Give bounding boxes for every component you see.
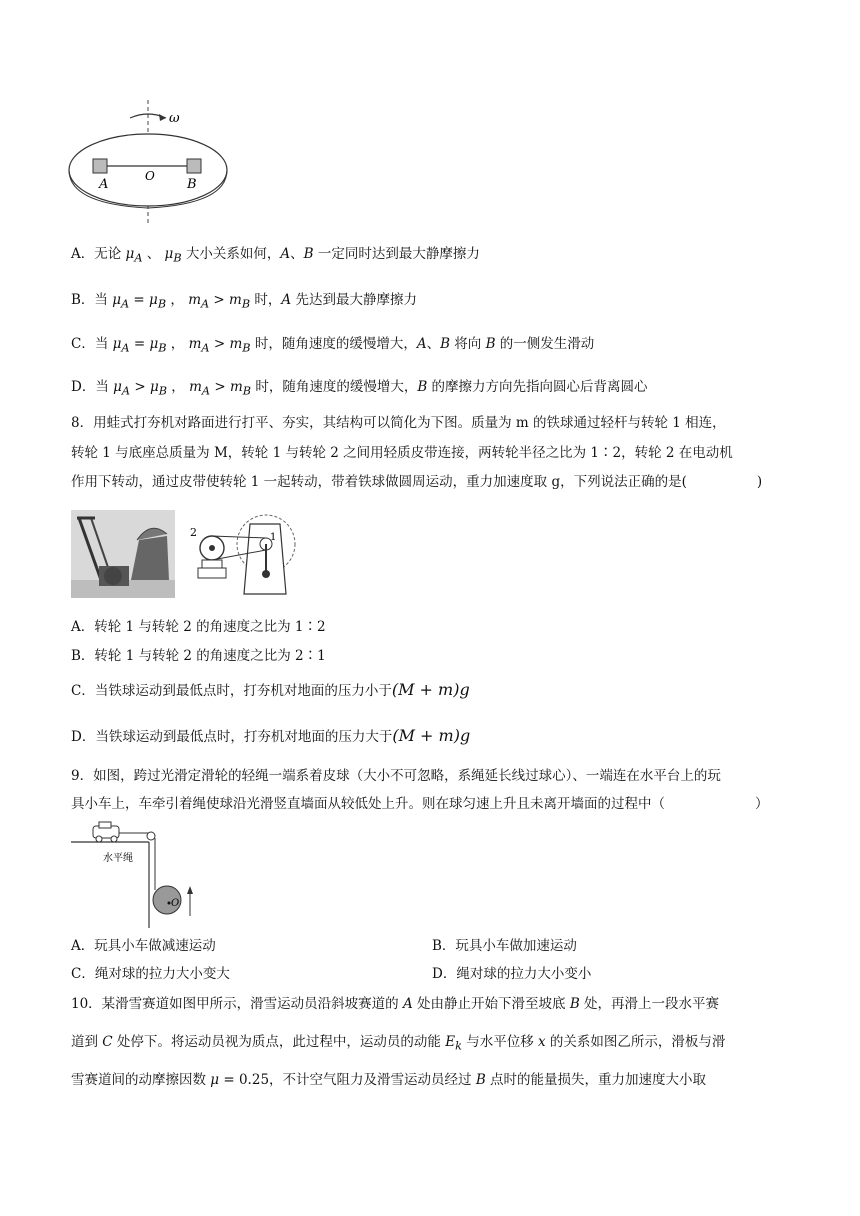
q8-option-b: B．转轮 1 与转轮 2 的角速度之比为 2∶1 bbox=[71, 648, 326, 664]
q10-stem-line2: 道到 C 处停下。将运动员视为质点，此过程中，运动员的动能 $E_k$ 与水平位移 x 的关系如图乙所示，滑板与滑 bbox=[71, 1034, 726, 1053]
q8-stem-line2: 转轮 1 与底座总质量为 M，转轮 1 与转轮 2 之间用轻质皮带连接，两转轮半径之比为 1∶2，转轮 2 在电动机 bbox=[71, 445, 733, 461]
label-a: A bbox=[99, 177, 109, 192]
wheel1-label: 1 bbox=[270, 532, 277, 543]
rope-label: 水平绳 bbox=[103, 853, 133, 864]
q9-stem-close: ） bbox=[755, 796, 769, 812]
q9-option-c: C．绳对球的拉力大小变大 bbox=[71, 966, 230, 982]
omega-label: ω bbox=[169, 111, 180, 126]
label-b: B bbox=[187, 177, 197, 192]
rotating-disc-figure bbox=[66, 100, 238, 226]
q9-option-d: D．绳对球的拉力大小变小 bbox=[432, 966, 592, 982]
q8-option-d: D．当铁球运动到最低点时，打夯机对地面的压力大于(M + m)g bbox=[71, 726, 471, 745]
q8-stem-text: 作用下转动，通过皮带使转轮 1 一起转动，带着铁球做圆周运动，重力加速度取 g，下列说法正确的是( bbox=[71, 474, 687, 490]
q8-stem-line3 bbox=[71, 472, 762, 492]
q8-stem-close: ) bbox=[756, 474, 763, 490]
tamper-schematic bbox=[188, 512, 298, 602]
q9-option-b: B．玩具小车做加速运动 bbox=[432, 938, 577, 954]
q9-option-a: A．玩具小车做减速运动 bbox=[71, 938, 216, 954]
q8-stem-line1: 8．用蛙式打夯机对路面进行打平、夯实，其结构可以简化为下图。质量为 m 的铁球通过轻杆与转轮 1 相连， bbox=[71, 415, 726, 431]
pulley-figure bbox=[71, 820, 197, 928]
tamper-photo bbox=[71, 510, 175, 598]
q8-option-a: A．转轮 1 与转轮 2 的角速度之比为 1∶2 bbox=[71, 619, 326, 635]
q8-option-c: C．当铁球运动到最低点时，打夯机对地面的压力小于(M + m)g bbox=[71, 680, 470, 699]
q7-option-a: A．无论 $\mu_A$ 、 $\mu_B$ 大小关系如何，A、B 一定同时达到最大静摩擦力 bbox=[71, 246, 480, 265]
q7-option-d: D．当 $\mu_A > \mu_B$ ， $m_A > m_B$ 时，随角速度的缓慢增大，B 的摩擦力方向先指向圆心后背离圆心 bbox=[71, 379, 648, 398]
center-label: O bbox=[171, 898, 180, 909]
label-o: O bbox=[145, 169, 155, 183]
q9-stem-line1: 9．如图，跨过光滑定滑轮的轻绳一端系着皮球（大小不可忽略，系绳延长线过球心）、一端连在水平台上的玩 bbox=[71, 768, 721, 784]
q8-formula-d: (M + m)g bbox=[392, 726, 471, 745]
q8-formula-c: (M + m)g bbox=[391, 680, 470, 699]
q10-stem-line3: 雪赛道间的动摩擦因数 μ = 0.25，不计空气阻力及滑雪运动员经过 B 点时的能量损失，重力加速度大小取 bbox=[71, 1072, 707, 1088]
q10-stem-line1: 10．某滑雪赛道如图甲所示，滑雪运动员沿斜坡赛道的 A 处由静止开始下滑至坡底 B 处，再滑上一段水平赛 bbox=[71, 996, 720, 1012]
q9-stem-line2: 具小车上，车牵引着绳使球沿光滑竖直墙面从较低处上升。则在球匀速上升且未离开墙面的过程中（ ） bbox=[71, 796, 769, 812]
q7-option-c: C．当 $\mu_A = \mu_B$ ， $m_A > m_B$ 时，随角速度的缓慢增大，A、B 将向 B 的一侧发生滑动 bbox=[71, 336, 595, 355]
wheel2-label: 2 bbox=[190, 526, 197, 539]
q7-option-b: B．当 $\mu_A = \mu_B$ ， $m_A > m_B$ 时，A 先达到最大静摩擦力 bbox=[71, 292, 417, 311]
